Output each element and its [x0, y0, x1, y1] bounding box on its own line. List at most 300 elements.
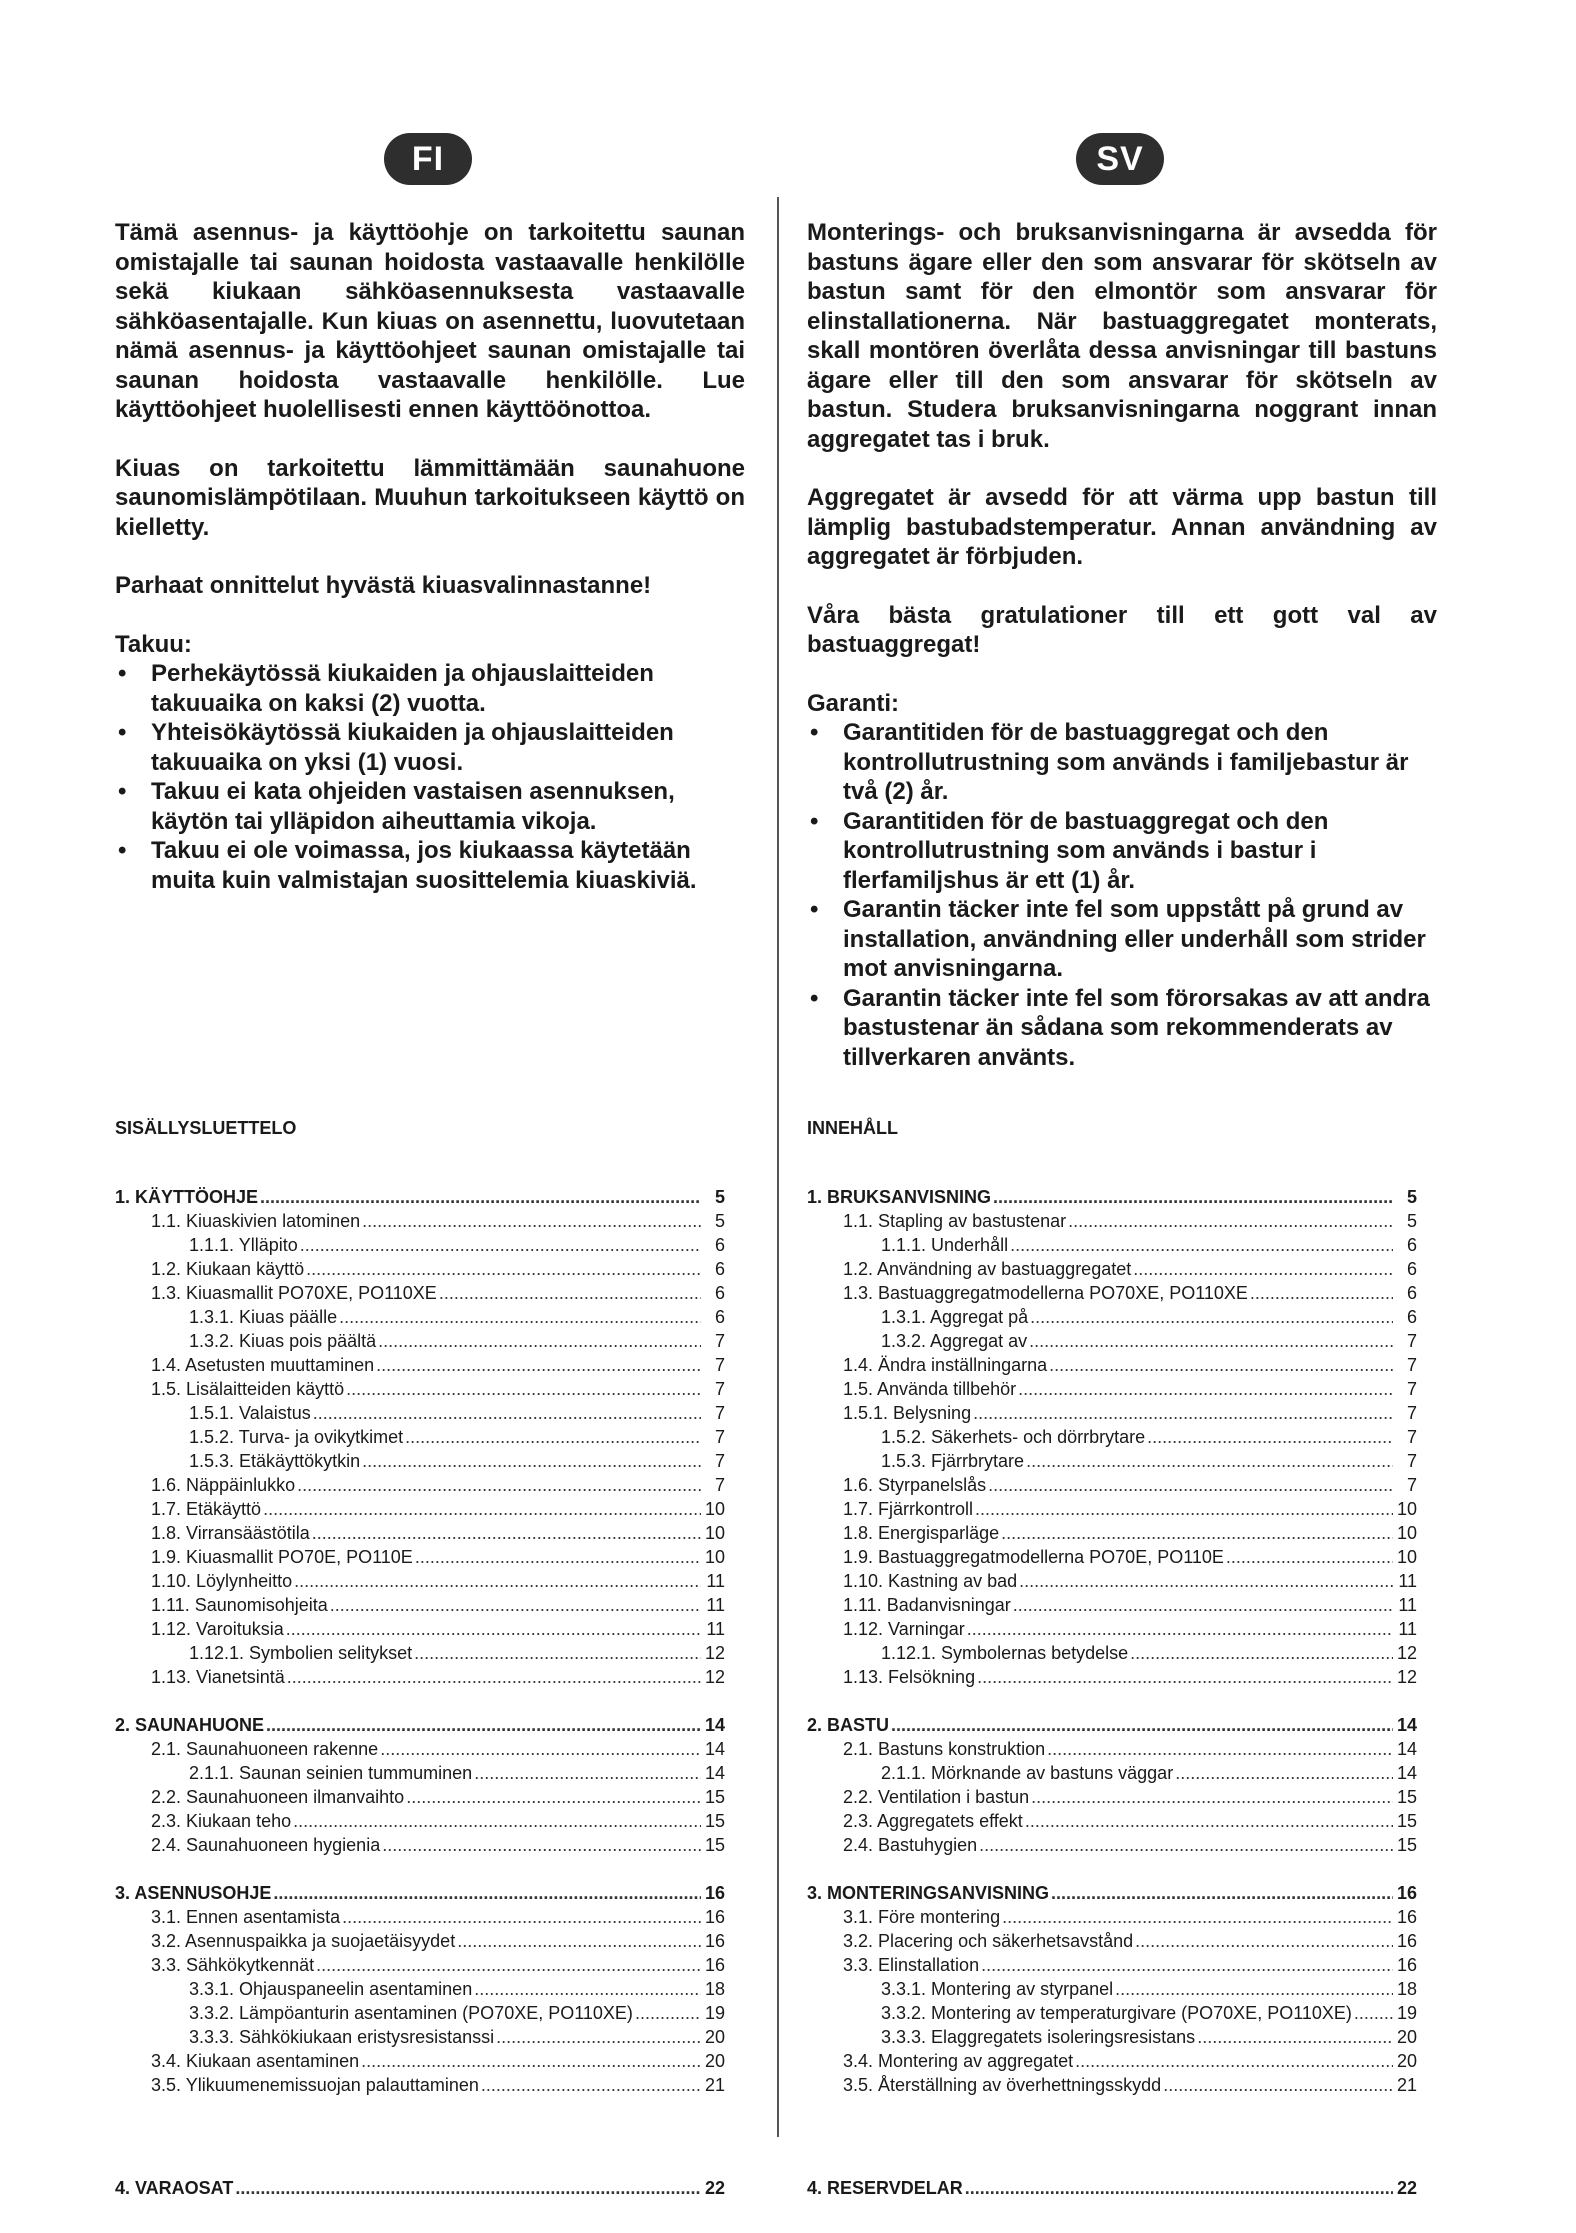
toc-leader-dots	[975, 1497, 1393, 1521]
toc-leader-dots	[235, 2176, 701, 2200]
warranty-item: • Garantin täcker inte fel som förorsakas av att andra bastustenar än sådana som rekommenderats av tillverkaren använts.	[807, 984, 1437, 1073]
toc-leader-dots	[297, 1473, 701, 1497]
warranty-item: • Garantin täcker inte fel som uppstått på grund av installation, användning eller underhåll som strider mot anvisningarna.	[807, 895, 1437, 984]
toc-entry[interactable]	[115, 1281, 725, 1305]
toc-entry-page: 7	[714, 1475, 725, 1495]
intro-fi	[115, 218, 745, 895]
toc-entry[interactable]	[115, 1569, 725, 1593]
toc-entry-label: 3.3.3. Elaggregatets isoleringsresistans	[881, 2027, 1196, 2047]
toc-entry-label: 1.6. Styrpanelslås	[843, 1475, 987, 1495]
toc-leader-dots	[481, 2073, 701, 2097]
toc-entry[interactable]	[115, 1593, 725, 1617]
toc-entry-label: 1.5. Använda tillbehör	[843, 1379, 1017, 1399]
toc-entry[interactable]	[807, 1377, 1417, 1401]
toc-entry-label: 3. MONTERINGSANVISNING	[807, 1883, 1050, 1903]
toc-entry-label: 3.2. Placering och säkerhetsavstånd	[843, 1931, 1134, 1951]
toc-leader-dots	[988, 1473, 1393, 1497]
toc-leader-dots	[380, 1737, 701, 1761]
toc-entry-label: 2.1.1. Mörknande av bastuns väggar	[881, 1763, 1174, 1783]
language-badge-fi: FI	[384, 133, 472, 185]
toc-entry[interactable]	[807, 1737, 1417, 1761]
toc-entry[interactable]	[115, 2049, 725, 2073]
toc-entry-label: 1.5.3. Fjärrbrytare	[881, 1451, 1025, 1471]
toc-entry-label: 3.3.3. Sähkökiukaan eristysresistanssi	[189, 2027, 495, 2047]
warranty-item: • Garantitiden för de bastuaggregat och den kontrollutrustning som används i bastur i flerfamiljshus är ett (1) år.	[807, 807, 1437, 896]
toc-entry[interactable]	[115, 1929, 725, 1953]
toc-entry-page: 10	[1396, 1523, 1417, 1543]
toc-entry[interactable]	[807, 1905, 1417, 1929]
toc-entry-page: 12	[1396, 1667, 1417, 1687]
toc-leader-dots	[316, 1953, 701, 1977]
toc-entry-label: 1.4. Asetusten muuttaminen	[151, 1355, 375, 1375]
toc-leader-dots	[286, 1617, 701, 1641]
toc-leader-dots	[294, 1569, 701, 1593]
toc-entry-page: 16	[704, 1955, 725, 1975]
toc-entry-label: 3.1. Ennen asentamista	[151, 1907, 341, 1927]
toc-leader-dots	[362, 1209, 701, 1233]
toc-entry-label: 1.12. Varningar	[843, 1619, 965, 1639]
toc-entry-label: 3.2. Asennuspaikka ja suojaetäisyydet	[151, 1931, 456, 1951]
toc-leader-dots	[1031, 1785, 1393, 1809]
toc-entry-label: 1.3.1. Aggregat på	[881, 1307, 1029, 1327]
toc-entry-label: 3.3.2. Montering av temperaturgivare (PO70XE, PO110XE)	[881, 2003, 1352, 2023]
intro-paragraph: Tämä asennus- ja käyttöohje on tarkoitettu saunan omistajalle tai saunan hoidosta vastaavalle henkilölle sekä kiukaan sähköasennuksesta vastaavalle sähköasentajalle. Kun kiuas on asennettu, luovutetaan nämä asennus- ja käyttöohjeet saunan omistajalle tai saunan hoidosta vastaavalle henkilölle. Lue käyttöohjeet huolellisesti ennen käyttöönottoa.	[115, 219, 745, 423]
toc-entry-page: 7	[1406, 1403, 1417, 1423]
toc-entry[interactable]	[115, 1473, 725, 1497]
toc-entry-page: 18	[704, 1979, 725, 1999]
intro-paragraph: Monterings- och bruksanvisningarna är avsedda för bastuns ägare eller den som ansvarar för skötseln av bastun samt för den elmontör som ansvarar för elinstallationerna. När bastuaggregatet monterats, skall montören överlåta dessa anvisningar till bastuns ägare eller till den som ansvarar för skötseln av bastun. Studera bruksanvisningarna noggrant innan aggregatet tas i bruk.	[807, 219, 1437, 453]
toc-leader-dots	[981, 1953, 1393, 1977]
toc-leader-dots	[266, 1713, 701, 1737]
toc-entry-label: 3.5. Återställning av överhettningsskydd	[843, 2075, 1162, 2095]
toc-entry[interactable]	[115, 1905, 725, 1929]
toc-entry[interactable]	[115, 1353, 725, 1377]
toc-entry[interactable]	[115, 1305, 725, 1329]
toc-entry[interactable]	[115, 1329, 725, 1353]
toc-entry-last[interactable]	[807, 2176, 1417, 2200]
toc-entry-page: 6	[714, 1235, 725, 1255]
toc-entry-label: 2. SAUNAHUONE	[115, 1715, 265, 1735]
toc-entry-page: 16	[1396, 1907, 1417, 1927]
toc-entry[interactable]	[807, 1617, 1417, 1641]
toc-leader-dots	[496, 2025, 701, 2049]
toc-entry-page: 16	[704, 1907, 725, 1927]
toc-leader-dots	[457, 1929, 701, 1953]
toc-entry-label: 3.3. Sähkökytkennät	[151, 1955, 315, 1975]
toc-entry[interactable]	[115, 1833, 725, 1857]
toc-entry-label: 1.7. Fjärrkontroll	[843, 1499, 974, 1519]
toc-sv	[807, 1118, 1417, 2198]
toc-leader-dots	[1013, 1593, 1393, 1617]
toc-entry-page: 22	[1396, 2178, 1417, 2198]
toc-entry[interactable]	[807, 1521, 1417, 1545]
toc-leader-dots	[439, 1281, 701, 1305]
toc-entry-page: 7	[1406, 1451, 1417, 1471]
toc-entry[interactable]	[115, 1401, 725, 1425]
toc-entry[interactable]	[115, 1425, 725, 1449]
intro-paragraph: Kiuas on tarkoitettu lämmittämään saunahuone saunomislämpötilaan. Muuhun tarkoitukseen käyttö on kielletty.	[115, 454, 745, 541]
toc-entry[interactable]	[807, 1881, 1417, 1905]
toc-entry-label: 1.3.1. Kiuas päälle	[189, 1307, 338, 1327]
toc-fi	[115, 1118, 725, 2198]
toc-entry[interactable]	[807, 1761, 1417, 1785]
toc-entry[interactable]	[115, 1377, 725, 1401]
toc-leader-dots	[1068, 1209, 1393, 1233]
toc-entry[interactable]	[807, 1545, 1417, 1569]
toc-entry[interactable]	[115, 1233, 725, 1257]
toc-entry-page: 5	[1406, 1187, 1417, 1207]
toc-leader-dots	[993, 1185, 1393, 1209]
toc-entry-page: 6	[1406, 1235, 1417, 1255]
toc-leader-dots	[1029, 1329, 1393, 1353]
toc-entry-label: 1. KÄYTTÖOHJE	[115, 1187, 259, 1207]
toc-entry-label: 1.1.1. Underhåll	[881, 1235, 1009, 1255]
toc-entry-page: 14	[704, 1763, 725, 1783]
toc-leader-dots	[1197, 2025, 1393, 2049]
toc-entry[interactable]	[115, 1665, 725, 1689]
toc-entry-page: 15	[1396, 1835, 1417, 1855]
toc-leader-dots	[339, 1305, 701, 1329]
toc-entry-page: 15	[704, 1787, 725, 1807]
toc-entry[interactable]	[115, 1977, 725, 2001]
toc-entry[interactable]	[807, 2001, 1417, 2025]
toc-entry[interactable]	[115, 1497, 725, 1521]
toc-entry-label: 1.3.2. Kiuas pois päältä	[189, 1331, 377, 1351]
toc-entry-page: 18	[1396, 1979, 1417, 1999]
toc-entry-page: 7	[714, 1355, 725, 1375]
toc-entry-label: 2.4. Saunahuoneen hygienia	[151, 1835, 381, 1855]
toc-entry-page: 21	[1396, 2075, 1417, 2095]
toc-entry-page: 14	[1396, 1715, 1417, 1735]
toc-entry-label: 1. BRUKSANVISNING	[807, 1187, 992, 1207]
toc-entry[interactable]	[115, 1257, 725, 1281]
toc-entry-label: 1.5.2. Turva- ja ovikytkimet	[189, 1427, 404, 1447]
toc-entry[interactable]	[115, 2001, 725, 2025]
toc-entry[interactable]	[115, 1617, 725, 1641]
toc-leader-dots	[376, 1353, 701, 1377]
intro-paragraph: Aggregatet är avsedd för att värma upp bastun till lämplig bastubadstemperatur. Annan användning av aggregatet är förbjuden.	[807, 484, 1437, 570]
warranty-list	[807, 718, 1437, 1072]
toc-leader-dots	[313, 1401, 701, 1425]
toc-entry-page: 20	[1396, 2027, 1417, 2047]
toc-entry[interactable]	[807, 2073, 1417, 2097]
toc-entry-page: 6	[1406, 1307, 1417, 1327]
warranty-list	[115, 659, 745, 895]
toc-entry[interactable]	[807, 1569, 1417, 1593]
toc-entry-label: 1.4. Ändra inställningarna	[843, 1355, 1048, 1375]
toc-entry-label: 1.5.2. Säkerhets- och dörrbrytare	[881, 1427, 1146, 1447]
toc-leader-dots	[1047, 1737, 1393, 1761]
toc-entry-label: 1.13. Felsökning	[843, 1667, 976, 1687]
toc-entry-label: 1.5.1. Valaistus	[189, 1403, 311, 1423]
toc-entry[interactable]	[807, 1257, 1417, 1281]
toc-entry-page: 11	[706, 1595, 725, 1615]
toc-title: INNEHÅLL	[807, 1118, 898, 1138]
toc-entry[interactable]	[807, 1809, 1417, 1833]
toc-entry-page: 16	[1396, 1883, 1417, 1903]
toc-leader-dots	[1115, 1977, 1393, 2001]
toc-leader-dots	[1025, 1809, 1393, 1833]
toc-leader-dots	[967, 1617, 1393, 1641]
toc-entry-page: 6	[714, 1283, 725, 1303]
toc-entry-label: 1.3.2. Aggregat av	[881, 1331, 1028, 1351]
toc-entry[interactable]	[807, 1281, 1417, 1305]
toc-entry[interactable]	[807, 1449, 1417, 1473]
toc-entry[interactable]	[115, 1545, 725, 1569]
toc-entry[interactable]	[807, 1713, 1417, 1737]
toc-entry-label: 4. RESERVDELAR	[807, 2178, 963, 2198]
toc-entry[interactable]	[115, 1785, 725, 1809]
toc-entry[interactable]	[807, 1641, 1417, 1665]
toc-leader-dots	[1250, 1281, 1393, 1305]
toc-title: SISÄLLYSLUETTELO	[115, 1118, 297, 1138]
toc-entry-page: 11	[1398, 1595, 1417, 1615]
toc-entry-label: 1.2. Kiukaan käyttö	[151, 1259, 305, 1279]
toc-entry[interactable]	[807, 1353, 1417, 1377]
toc-entry-label: 2.2. Saunahuoneen ilmanvaihto	[151, 1787, 405, 1807]
toc-entry-label: 1.13. Vianetsintä	[151, 1667, 285, 1687]
toc-entry-label: 1.8. Energisparläge	[843, 1523, 1000, 1543]
toc-entry-label: 1.1. Kiuaskivien latominen	[151, 1211, 361, 1231]
toc-entry-last[interactable]	[115, 2176, 725, 2200]
toc-entry[interactable]	[115, 2025, 725, 2049]
toc-entry-label: 1.2. Användning av bastuaggregatet	[843, 1259, 1132, 1279]
toc-entry-page: 6	[1406, 1283, 1417, 1303]
toc-leader-dots	[977, 1665, 1393, 1689]
intro-paragraph: Våra bästa gratulationer till ett gott val av bastuaggregat!	[807, 601, 1437, 658]
toc-entry-label: 1.12.1. Symbolernas betydelse	[881, 1643, 1129, 1663]
toc-entry-label: 2. BASTU	[807, 1715, 890, 1735]
toc-leader-dots	[414, 1641, 701, 1665]
toc-entry-label: 1.11. Saunomisohjeita	[151, 1595, 328, 1615]
toc-entry-label: 3. ASENNUSOHJE	[115, 1883, 272, 1903]
toc-leader-dots	[1175, 1761, 1393, 1785]
toc-entry-page: 19	[1396, 2003, 1417, 2023]
toc-entry-page: 7	[714, 1379, 725, 1399]
toc-entry-label: 1.1.1. Ylläpito	[189, 1235, 298, 1255]
toc-entry-label: 2.3. Aggregatets effekt	[843, 1811, 1023, 1831]
toc-entry-label: 3.3. Elinstallation	[843, 1955, 980, 1975]
toc-entry-label: 3.4. Montering av aggregatet	[843, 2051, 1074, 2071]
toc-entry-label: 3.5. Ylikuumenemissuojan palauttaminen	[151, 2075, 479, 2095]
toc-entry-page: 11	[1398, 1571, 1417, 1591]
toc-entry-label: 2.3. Kiukaan teho	[151, 1811, 292, 1831]
toc-entry-page: 16	[704, 1883, 725, 1903]
toc-leader-dots	[306, 1257, 701, 1281]
toc-entry-page: 15	[704, 1835, 725, 1855]
toc-entry[interactable]	[807, 1209, 1417, 1233]
toc-leader-dots	[382, 1833, 701, 1857]
toc-leader-dots	[1133, 1257, 1393, 1281]
warranty-title: Takuu:	[115, 630, 192, 658]
toc-entry-page: 22	[704, 2178, 725, 2198]
toc-entry[interactable]	[807, 1497, 1417, 1521]
toc-entry[interactable]	[807, 1665, 1417, 1689]
toc-leader-dots	[361, 2049, 701, 2073]
toc-entry[interactable]	[115, 1761, 725, 1785]
toc-entry-label: 2.2. Ventilation i bastun	[843, 1787, 1030, 1807]
warranty-title: Garanti:	[807, 689, 900, 717]
toc-entry-label: 1.12.1. Symbolien selitykset	[189, 1643, 413, 1663]
toc-entry-page: 12	[704, 1667, 725, 1687]
toc-entry[interactable]	[115, 1449, 725, 1473]
toc-entry-page: 12	[1396, 1643, 1417, 1663]
toc-entry-page: 5	[714, 1187, 725, 1207]
toc-entry-page: 15	[1396, 1811, 1417, 1831]
toc-entry-page: 11	[706, 1619, 725, 1639]
toc-leader-dots	[273, 1881, 701, 1905]
toc-entry[interactable]	[807, 2025, 1417, 2049]
toc-entry-page: 10	[1396, 1547, 1417, 1567]
toc-entry[interactable]	[807, 1977, 1417, 2001]
toc-leader-dots	[263, 1497, 701, 1521]
toc-entry-page: 10	[704, 1523, 725, 1543]
warranty-item: • Perhekäytössä kiukaiden ja ohjauslaitteiden takuuaika on kaksi (2) vuotta.	[115, 659, 745, 718]
toc-leader-dots	[474, 1761, 701, 1785]
toc-leader-dots	[1002, 1905, 1393, 1929]
toc-leader-dots	[1049, 1353, 1393, 1377]
toc-entry-page: 10	[704, 1547, 725, 1567]
toc-entry-page: 15	[1396, 1787, 1417, 1807]
warranty-item: • Yhteisökäytössä kiukaiden ja ohjauslaitteiden takuuaika on yksi (1) vuosi.	[115, 718, 745, 777]
toc-entry[interactable]	[807, 1329, 1417, 1353]
toc-entry[interactable]	[807, 2049, 1417, 2073]
toc-entry[interactable]	[115, 1737, 725, 1761]
toc-leader-dots	[293, 1809, 701, 1833]
toc-entry-page: 7	[1406, 1427, 1417, 1447]
toc-leader-dots	[1026, 1449, 1393, 1473]
toc-leader-dots	[312, 1521, 701, 1545]
toc-entry-page: 7	[714, 1451, 725, 1471]
toc-entry-page: 14	[704, 1739, 725, 1759]
language-badge-sv: SV	[1076, 133, 1164, 185]
toc-entry-label: 3.3.2. Lämpöanturin asentaminen (PO70XE, PO110XE)	[189, 2003, 633, 2023]
toc-entry-label: 3.3.1. Ohjauspaneelin asentaminen	[189, 1979, 473, 1999]
toc-entry-page: 14	[1396, 1739, 1417, 1759]
toc-entry-label: 1.7. Etäkäyttö	[151, 1499, 262, 1519]
toc-leader-dots	[474, 1977, 701, 2001]
column-divider	[777, 197, 779, 2137]
toc-entry-page: 7	[1406, 1355, 1417, 1375]
toc-entry-page: 6	[1406, 1259, 1417, 1279]
toc-entry-page: 7	[1406, 1379, 1417, 1399]
toc-entry-label: 1.10. Löylynheitto	[151, 1571, 293, 1591]
toc-leader-dots	[1135, 1929, 1393, 1953]
toc-entry[interactable]	[807, 1305, 1417, 1329]
intro-sv	[807, 218, 1437, 1072]
toc-entry[interactable]	[807, 1233, 1417, 1257]
toc-entry-label: 1.5. Lisälaitteiden käyttö	[151, 1379, 345, 1399]
toc-entry-page: 5	[714, 1211, 725, 1231]
toc-leader-dots	[342, 1905, 701, 1929]
toc-entry[interactable]	[115, 1713, 725, 1737]
toc-entry[interactable]	[807, 1953, 1417, 1977]
intro-paragraph: Parhaat onnittelut hyvästä kiuasvalinnastanne!	[115, 572, 652, 599]
toc-entry-label: 1.9. Kiuasmallit PO70E, PO110E	[151, 1547, 413, 1567]
toc-entry-page: 10	[1396, 1499, 1417, 1519]
toc-entry-page: 16	[1396, 1955, 1417, 1975]
toc-leader-dots	[1354, 2001, 1393, 2025]
toc-leader-dots	[405, 1425, 701, 1449]
toc-entry-label: 4. VARAOSAT	[115, 2178, 234, 2198]
toc-entry-label: 3.4. Kiukaan asentaminen	[151, 2051, 360, 2071]
toc-entry[interactable]	[115, 1881, 725, 1905]
warranty-item: • Garantitiden för de bastuaggregat och den kontrollutrustning som används i familjebastur är två (2) år.	[807, 718, 1437, 807]
toc-leader-dots	[260, 1185, 701, 1209]
toc-entry[interactable]	[115, 1953, 725, 1977]
toc-entry-page: 16	[704, 1931, 725, 1951]
toc-entry-label: 1.3. Bastuaggregatmodellerna PO70XE, PO110XE	[843, 1283, 1248, 1303]
toc-entry-label: 1.12. Varoituksia	[151, 1619, 284, 1639]
toc-leader-dots	[1226, 1545, 1393, 1569]
toc-entry-page: 7	[1406, 1475, 1417, 1495]
toc-entry-label: 1.5.3. Etäkäyttökytkin	[189, 1451, 361, 1471]
toc-entry-label: 1.11. Badanvisningar	[843, 1595, 1011, 1615]
toc-entry[interactable]	[115, 1521, 725, 1545]
toc-entry[interactable]	[115, 1185, 725, 1209]
toc-entry[interactable]	[807, 1473, 1417, 1497]
toc-entry-page: 16	[1396, 1931, 1417, 1951]
toc-leader-dots	[406, 1785, 701, 1809]
toc-entry-page: 21	[704, 2075, 725, 2095]
toc-entry[interactable]	[807, 1833, 1417, 1857]
toc-entry[interactable]	[115, 2073, 725, 2097]
toc-leader-dots	[891, 1713, 1393, 1737]
toc-entry-page: 20	[704, 2027, 725, 2047]
toc-entry[interactable]	[115, 1209, 725, 1233]
toc-entry-page: 10	[704, 1499, 725, 1519]
toc-leader-dots	[1018, 1377, 1393, 1401]
toc-entry[interactable]	[115, 1641, 725, 1665]
toc-entry[interactable]	[807, 1593, 1417, 1617]
toc-leader-dots	[1163, 2073, 1393, 2097]
toc-leader-dots	[1030, 1305, 1393, 1329]
toc-leader-dots	[287, 1665, 701, 1689]
toc-entry-page: 20	[1396, 2051, 1417, 2071]
toc-entry[interactable]	[807, 1401, 1417, 1425]
toc-entry-label: 2.1. Bastuns konstruktion	[843, 1739, 1046, 1759]
toc-entry-page: 12	[704, 1643, 725, 1663]
toc-entry-label: 1.1. Stapling av bastustenar	[843, 1211, 1067, 1231]
toc-entry[interactable]	[807, 1929, 1417, 1953]
toc-entry-page: 11	[706, 1571, 725, 1591]
toc-entry-label: 1.9. Bastuaggregatmodellerna PO70E, PO110E	[843, 1547, 1224, 1567]
toc-entry[interactable]	[115, 1809, 725, 1833]
toc-leader-dots	[1075, 2049, 1393, 2073]
toc-entry-page: 14	[1396, 1763, 1417, 1783]
toc-entry-page: 7	[714, 1427, 725, 1447]
warranty-item: • Takuu ei kata ohjeiden vastaisen asennuksen, käytön tai ylläpidon aiheuttamia vikoja.	[115, 777, 745, 836]
toc-leader-dots	[1010, 1233, 1393, 1257]
toc-entry-label: 1.5.1. Belysning	[843, 1403, 972, 1423]
toc-leader-dots	[378, 1329, 701, 1353]
toc-leader-dots	[362, 1449, 701, 1473]
toc-entry[interactable]	[807, 1785, 1417, 1809]
toc-entry-page: 14	[704, 1715, 725, 1735]
toc-entry-label: 2.4. Bastuhygien	[843, 1835, 978, 1855]
toc-entry-page: 6	[714, 1307, 725, 1327]
toc-leader-dots	[965, 2176, 1393, 2200]
toc-leader-dots	[1019, 1569, 1393, 1593]
toc-entry[interactable]	[807, 1425, 1417, 1449]
toc-entry-label: 1.3. Kiuasmallit PO70XE, PO110XE	[151, 1283, 437, 1303]
toc-leader-dots	[1001, 1521, 1393, 1545]
toc-leader-dots	[330, 1593, 701, 1617]
toc-entry-page: 20	[704, 2051, 725, 2071]
toc-entry[interactable]	[807, 1185, 1417, 1209]
toc-leader-dots	[635, 2001, 701, 2025]
toc-leader-dots	[300, 1233, 701, 1257]
